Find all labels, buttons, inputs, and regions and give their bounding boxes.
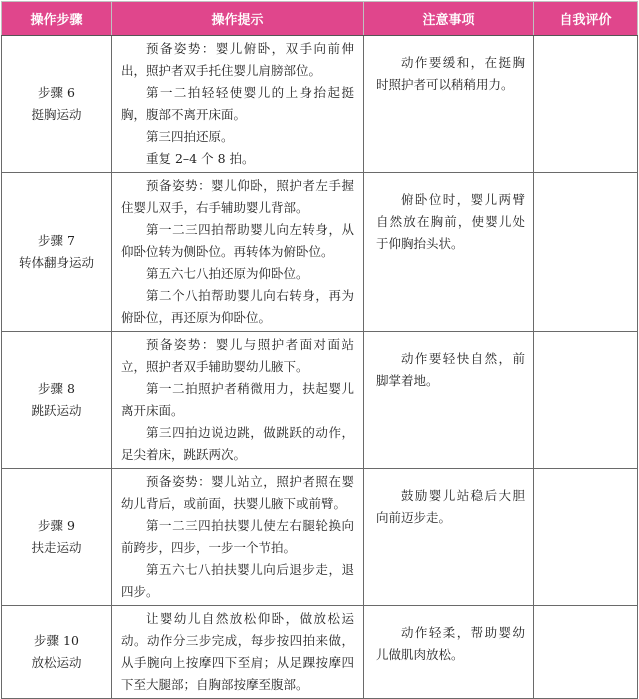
step-name: 放松运动 xyxy=(31,655,82,670)
step-cell xyxy=(2,332,112,469)
operation-steps-table xyxy=(1,1,638,699)
self-eval-cell[interactable] xyxy=(534,173,638,332)
note-text: 俯卧位时，婴儿两臂自然放在胸前，使婴儿处于仰胸抬头状。 xyxy=(376,192,525,251)
self-eval-cell[interactable] xyxy=(534,606,638,699)
tip-line: 第一二三四拍帮助婴儿向左转身，从仰卧位转为侧卧位。再转体为俯卧位。 xyxy=(121,222,354,259)
note-cell xyxy=(364,173,534,332)
step-name: 转体翻身运动 xyxy=(18,255,94,270)
tip-line: 第三四拍边说边跳，做跳跃的动作，足尖着床，跳跃两次。 xyxy=(121,425,354,462)
tip-line: 第一二三四拍扶婴儿使左右腿轮换向前跨步，四步，一步一个节拍。 xyxy=(121,518,354,555)
self-eval-cell[interactable] xyxy=(534,36,638,173)
step-name: 跳跃运动 xyxy=(31,403,82,418)
header-operation-tips: 操作提示 xyxy=(112,2,364,36)
step-cell xyxy=(2,36,112,173)
note-text: 动作要轻快自然，前脚掌着地。 xyxy=(376,351,525,388)
tip-line: 预备姿势：婴儿站立，照护者照在婴幼儿背后，或前面，扶婴儿腋下或前臂。 xyxy=(121,474,354,511)
tips-cell xyxy=(112,36,364,173)
self-eval-cell[interactable] xyxy=(534,469,638,606)
step-number: 步骤 6 xyxy=(38,85,75,100)
tips-cell xyxy=(112,606,364,699)
step-name: 挺胸运动 xyxy=(31,107,82,122)
tip-line: 预备姿势：婴儿与照护者面对面站立，照护者双手辅助婴幼儿腋下。 xyxy=(121,337,354,374)
note-cell xyxy=(364,606,534,699)
table-row xyxy=(2,36,638,173)
step-number: 步骤 9 xyxy=(38,518,75,533)
step-name: 扶走运动 xyxy=(31,540,82,555)
tips-cell xyxy=(112,332,364,469)
note-cell xyxy=(364,36,534,173)
note-cell xyxy=(364,332,534,469)
step-cell xyxy=(2,606,112,699)
step-number: 步骤 7 xyxy=(38,233,75,248)
step-number: 步骤 10 xyxy=(34,633,79,648)
self-eval-cell[interactable] xyxy=(534,332,638,469)
step-number: 步骤 8 xyxy=(38,381,75,396)
note-cell xyxy=(364,469,534,606)
tip-line: 预备姿势：婴儿仰卧，照护者左手握住婴儿双手，右手辅助婴儿背部。 xyxy=(121,178,354,215)
tip-line: 第五六七八拍还原为仰卧位。 xyxy=(146,266,309,281)
table-row xyxy=(2,469,638,606)
table-row xyxy=(2,173,638,332)
note-text: 鼓励婴儿站稳后大胆向前迈步走。 xyxy=(376,488,525,525)
header-self-evaluation: 自我评价 xyxy=(534,2,638,36)
note-text: 动作轻柔，帮助婴幼儿做肌肉放松。 xyxy=(376,625,525,662)
header-precautions: 注意事项 xyxy=(364,2,534,36)
tip-line: 第二个八拍帮助婴儿向右转身，再为俯卧位，再还原为仰卧位。 xyxy=(121,288,354,325)
tips-cell xyxy=(112,469,364,606)
tip-line: 重复 2–4 个 8 拍。 xyxy=(146,151,255,166)
table-header-row xyxy=(2,2,638,36)
tip-line: 第一二拍轻轻使婴儿的上身抬起挺胸，腹部不离开床面。 xyxy=(121,85,354,122)
tip-line: 预备姿势：婴儿俯卧，双手向前伸出，照护者双手托住婴儿肩膀部位。 xyxy=(121,41,354,78)
note-text: 动作要缓和，在挺胸时照护者可以稍稍用力。 xyxy=(376,55,525,92)
tip-line: 第三四拍还原。 xyxy=(146,129,234,144)
table-row xyxy=(2,606,638,699)
tip-line: 让婴幼儿自然放松仰卧，做放松运动。动作分三步完成，每步按四拍来做，从手腕向上按摩四下至肩；从足踝按摩四下至大腿部；自胸部按摩至腹部。 xyxy=(121,611,354,692)
tip-line: 第五六七八拍扶婴儿向后退步走，退四步。 xyxy=(121,562,354,599)
step-cell xyxy=(2,173,112,332)
tip-line: 第一二拍照护者稍微用力，扶起婴儿离开床面。 xyxy=(121,381,354,418)
tips-cell xyxy=(112,173,364,332)
header-operation-steps: 操作步骤 xyxy=(2,2,112,36)
step-cell xyxy=(2,469,112,606)
table-row xyxy=(2,332,638,469)
